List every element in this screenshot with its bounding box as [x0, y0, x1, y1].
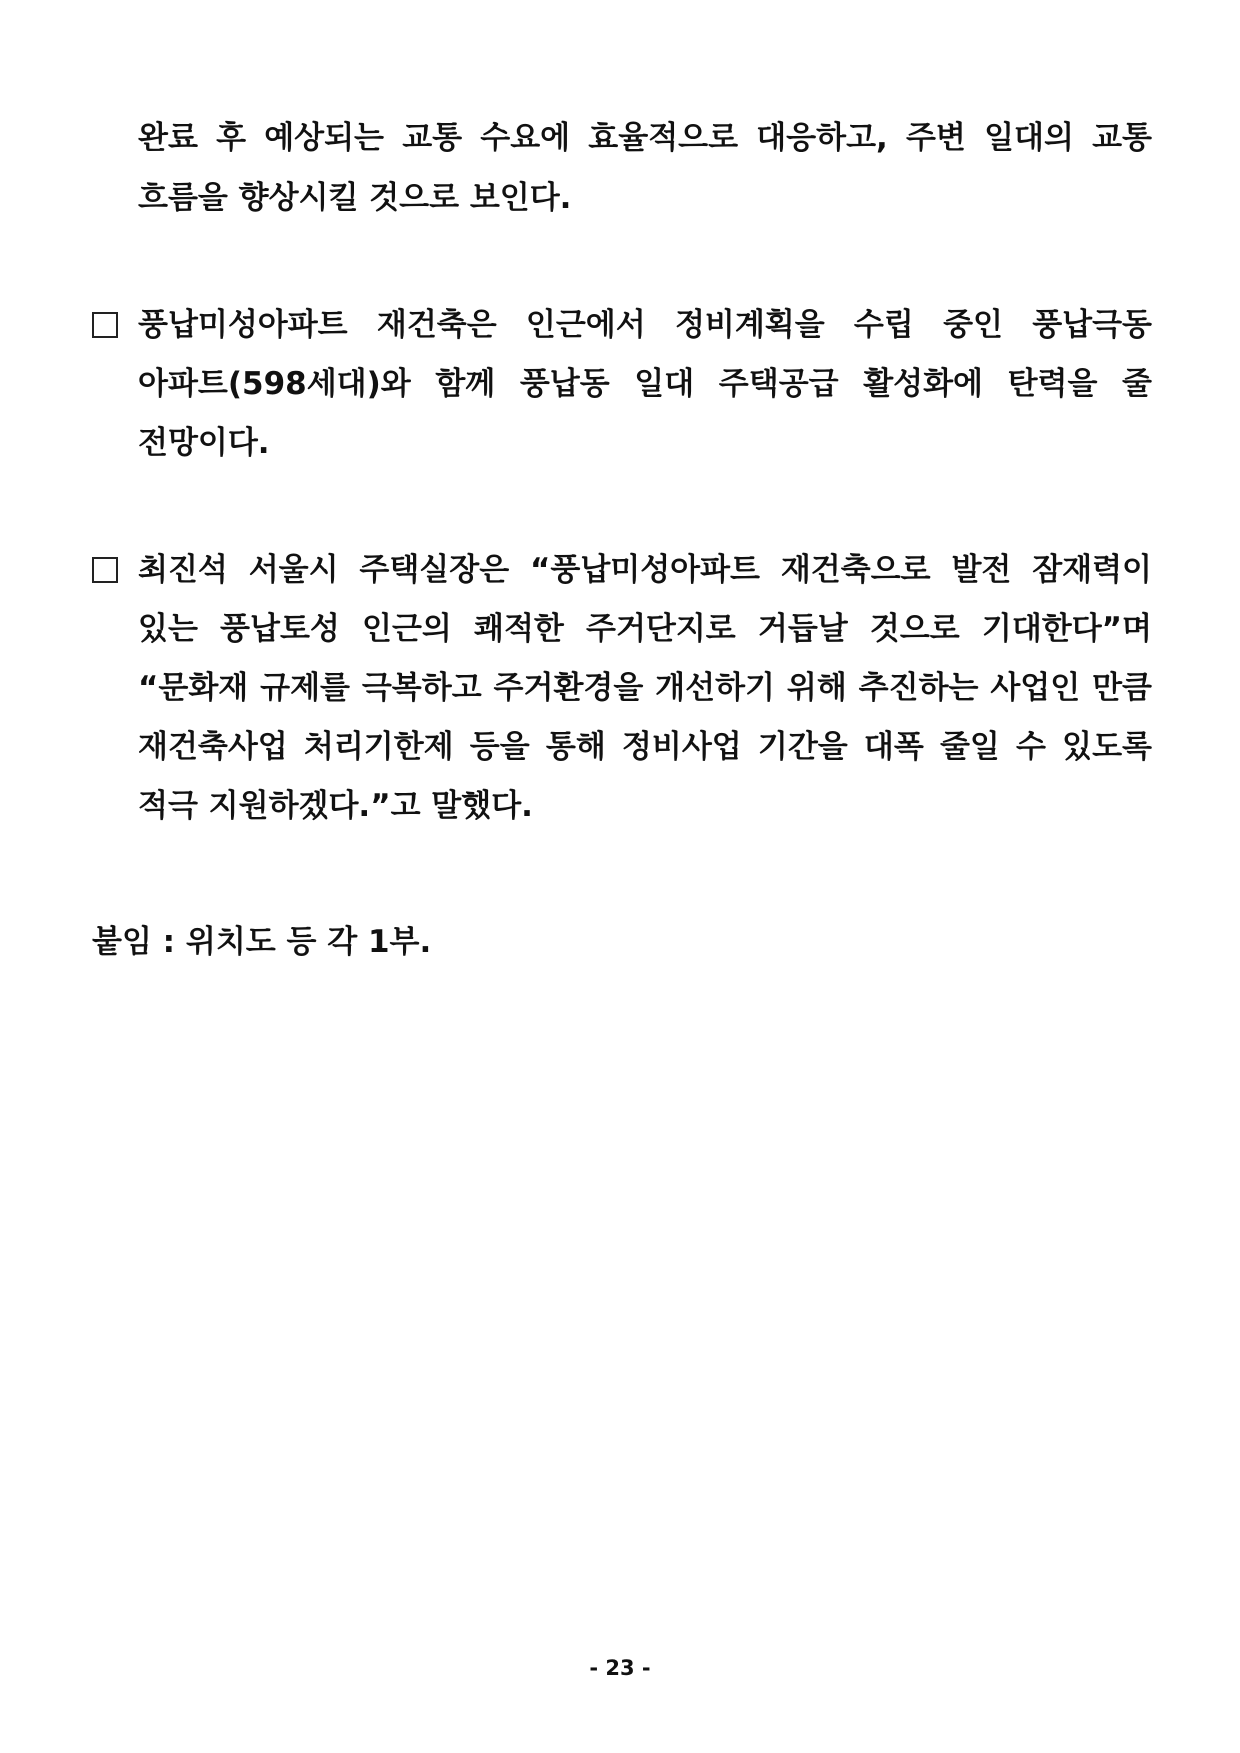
- page-number: - 23 -: [589, 1656, 651, 1680]
- checkbox-bullet-icon: [92, 557, 118, 583]
- text-line: 있는 풍납토성 인근의 쾌적한 주거단지로 거듭날 것으로 기대한다”며: [138, 611, 1152, 647]
- text-line: 적극 지원하겠다.”고 말했다.: [138, 788, 533, 824]
- attachment-note: 붙임 : 위치도 등 각 1부.: [92, 924, 432, 960]
- text-line: 흐름을 향상시킬 것으로 보인다.: [138, 180, 572, 216]
- text-line: 아파트(598세대)와 함께 풍납동 일대 주택공급 활성화에 탄력을 줄: [138, 366, 1152, 402]
- text-line: 전망이다.: [138, 425, 270, 461]
- text-line: 완료 후 예상되는 교통 수요에 효율적으로 대응하고, 주변 일대의 교통: [138, 120, 1152, 156]
- text-line: 재건축사업 처리기한제 등을 통해 정비사업 기간을 대폭 줄일 수 있도록: [138, 729, 1152, 765]
- text-line: 최진석 서울시 주택실장은 “풍납미성아파트 재건축으로 발전 잠재력이: [138, 552, 1152, 588]
- text-line: “문화재 규제를 극복하고 주거환경을 개선하기 위해 추진하는 사업인 만큼: [138, 670, 1152, 706]
- text-line: 풍납미성아파트 재건축은 인근에서 정비계획을 수립 중인 풍납극동: [138, 307, 1152, 343]
- checkbox-bullet-icon: [92, 312, 118, 338]
